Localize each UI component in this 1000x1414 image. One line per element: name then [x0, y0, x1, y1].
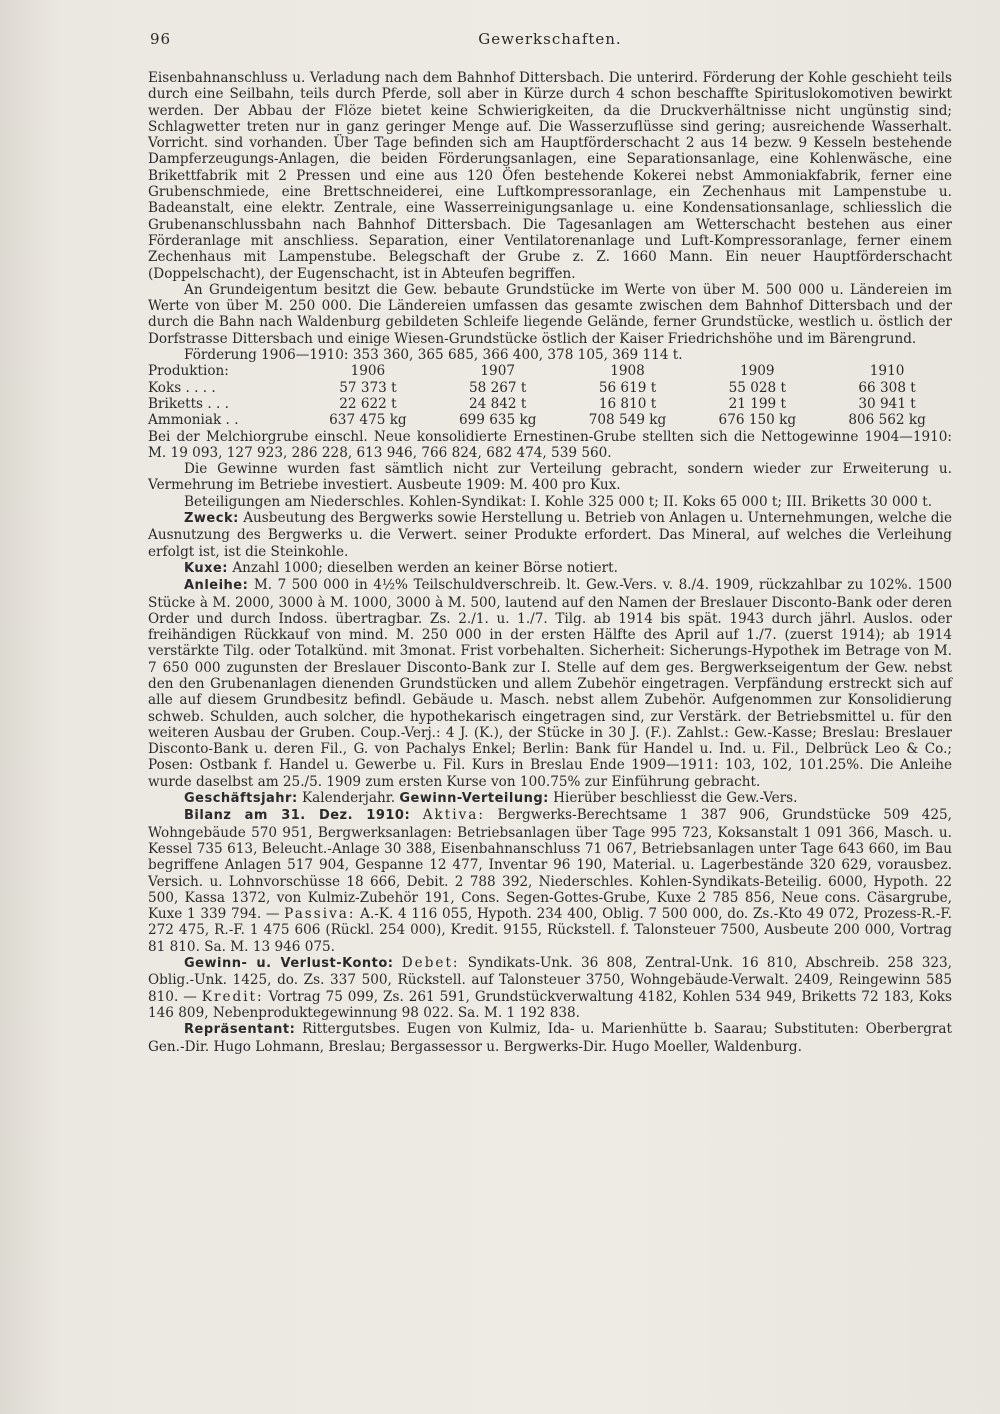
table-cell: 16 810 t [598, 395, 657, 412]
passiva-label: Passiva: [284, 906, 356, 923]
year-header: 1906 [350, 363, 386, 380]
zweck-text: Ausbeutung des Bergwerks sowie Herstellung u. Betrieb von Anlagen u. Unternehmungen, welche die Ausnutzung des Bergwerks u. die Verwert. seiner Produkte erfordert. Das Mineral, auf welches die Verleihung erfolgt ist, ist die Steinkohle. [148, 510, 952, 560]
row-label: Briketts . . . [148, 395, 229, 412]
table-cell: 24 842 t [469, 395, 527, 412]
section-guv [148, 955, 952, 1021]
paragraph-gewinne: Die Gewinne wurden fast sämtlich nicht zur Verteilung gebracht, sondern wieder zur Erweiterung u. Vermehrung im Betriebe investiert. Ausbeute 1909: M. 400 pro Kux. [148, 461, 952, 494]
production-row-koks [148, 380, 952, 396]
table-cell: 806 562 kg [848, 412, 926, 429]
production-row-ammoniak [148, 412, 952, 428]
zweck-label: Zweck: [184, 511, 239, 527]
section-geschaeftsjahr [148, 790, 952, 807]
table-cell: 30 941 t [858, 395, 916, 412]
paragraph-foerderung: Förderung 1906—1910: 353 360, 365 685, 366 400, 378 105, 369 114 t. [184, 347, 683, 364]
page-header [150, 30, 950, 54]
section-repraesentant [148, 1021, 952, 1055]
running-title: Gewerkschaften. [478, 30, 622, 48]
kredit-text: Vortrag 75 099, Zs. 261 591, Grundstückverwaltung 4182, Kohlen 534 949, Briketts 72 183, Koks 146 809, Nebenproduktegewinnung 98 022. Sa. M. 1 192 838. [148, 988, 952, 1021]
aktiva-text: Bergwerks-Berechtsame 1 387 906, Grundstücke 509 425, Wohngebäude 570 951, Bergwerksanlagen: Betriebsanlagen über Tage 995 723, Koksanstalt 1 091 366, Masch. u. Kessel 735 613, Beleucht.-Anlage 30 388, Eisenbahnanschluss 71 067, Betriebsanlagen unter Tage 643 660, im Bau begriffene Anlagen 517 904, Gespanne 12 477, Inventar 96 190, Material. u. Lagerbestände 320 629, vorausbez. Versich. u. Lohnvorschüsse 18 666, Debit. 2 788 392, Niederschles. Kohlen-Syndikats-Beteilig. 6000, Hypoth. 22 500, Kassa 1372, von Kulmiz-Zubehör 191, Cons. Segen-Gottes-Grube, Kuxe 2 785 856, Neue cons. Cäsargrube, Kuxe 1 339 794. — [148, 807, 952, 923]
debet-text: Syndikats-Unk. 36 808, Zentral-Unk. 16 810, Abschreib. 258 323, Oblig.-Unk. 1425, do. Zs. 337 500, Rückstell. auf Talonsteuer 3750, Wohngebäude-Verwalt. 2409, Reingewinn 585 810. — [148, 955, 952, 1005]
paragraph-property: An Grundeigentum besitzt die Gew. bebaute Grundstücke im Werte von über M. 500 000 u. Ländereien im Werte von über M. 250 000. Die Ländereien umfassen das gesamte zwischen dem Bahnhof Dittersbach und der durch die Bahn nach Waldenburg gebildeten Schleife liegende Gelände, ferner Grundstücke, westlich u. östlich der Dorfstrasse Dittersbach und einige Wiesen-Grundstücke östlich der Kaiser Friedrichshöhe und im Bärengrund. [148, 281, 952, 347]
table-cell: 57 373 t [339, 379, 397, 396]
kuxe-label: Kuxe: [184, 560, 229, 576]
debet-label: Debet: [401, 955, 460, 972]
geschaeftsjahr-text: Kalenderjahr. [302, 790, 396, 807]
section-bilanz [148, 807, 952, 955]
table-cell: 55 028 t [728, 379, 786, 396]
table-cell: 66 308 t [858, 379, 916, 396]
bilanz-label: Bilanz am 31. Dez. 1910: [184, 808, 411, 824]
anleihe-text: M. 7 500 000 in 4½% Teilschuldverschreib. lt. Gew.-Vers. v. 8./4. 1909, rückzahlbar zu 102%. 1500 Stücke à M. 2000, 3000 à M. 1000, 3000 à M. 500, lautend auf den Namen der Breslauer Disconto-Bank oder deren Order und durch Indoss. übertragbar. Zs. 2./1. u. 1./7. Tilg. ab 1914 bis spät. 1943 durch jährl. Auslos. oder freihändigen Rückkauf von mind. M. 250 000 in der ersten Hälfte des April auf 1./7. (zuerst 1914); ab 1914 verstärkte Tilg. oder Totalkünd. mit 3monat. Frist vorbehalten. Sicherheit: Sicherungs-Hypothek im Betrage von M. 7 650 000 zugunsten der Breslauer Disconto-Bank zur I. Stelle auf dem ges. Bergwerkseigentum der Gew. nebst den den Grubenanlagen dienenden Grundstücken und allem Zubehör eingetragen. Verpfändung erstreckt sich auf alle auf diesem Grundbesitz befindl. Gebäude u. Masch. nebst allem Zubehör. Aufgenommen zur Konsolidierung schweb. Schulden, auch solcher, die hypothekarisch eingetragen sind, zur Verstärk. der Betriebsmittel u. für den weiteren Ausbau der Gruben. Coup.-Verj.: 4 J. (K.), der Stücke in 30 J. (F.). Zahlst.: Gew.-Kasse; Breslau: Breslauer Disconto-Bank u. deren Fil., G. von Pachalys Enkel; Berlin: Bank für Handel u. Ind. u. Fil., Delbrück Leo & Co.; Posen: Ostbank f. Handel u. Gewerbe u. Fil. Kurs in Breslau Ende 1909—1911: 103, 102, 101.25%. Die Anleihe wurde daselbst am 25./5. 1909 zum ersten Kurse von 100.75% zur Einführung gebracht. [148, 577, 952, 790]
year-header: 1910 [869, 363, 905, 380]
geschaeftsjahr-label: Geschäftsjahr: [184, 791, 298, 807]
production-row-briketts [148, 396, 952, 412]
table-cell: 58 267 t [469, 379, 527, 396]
section-anleihe [148, 577, 952, 790]
paragraph-beteiligungen: Beteiligungen am Niederschles. Kohlen-Syndikat: I. Kohle 325 000 t; II. Koks 65 000 t; III. Briketts 30 000 t. [184, 493, 933, 510]
table-cell: 56 619 t [598, 379, 657, 396]
table-cell: 708 549 kg [588, 412, 667, 429]
passiva-text: A.-K. 4 116 055, Hypoth. 234 400, Oblig. 7 500 000, do. Zs.-Kto 49 072, Prozess-R.-F. 272 475, R.-F. 1 475 606 (Rückl. 254 000), Kredit. 9155, Rückstell. f. Talonsteuer 7500, Ausbeute 200 000, Vortrag 81 810. Sa. M. 13 946 075. [148, 906, 952, 955]
year-header: 1907 [480, 363, 515, 380]
gewinn-verteilung-label: Gewinn-Verteilung: [399, 791, 549, 807]
table-cell: 676 150 kg [718, 412, 797, 429]
section-kuxe [148, 560, 952, 577]
paragraph-facilities: Eisenbahnanschluss u. Verladung nach dem Bahnhof Dittersbach. Die unterird. Förderung der Kohle geschieht teils durch eine Seilbahn, teils durch Pferde, soll aber in Kürze durch 4 schon beschaffte Spirituslokomotiven bewirkt werden. Der Abbau der Flöze bietet keine Schwierigkeiten, da die Druckverhältnisse nicht ungünstig sind; Schlagwetter treten nur in ganz geringer Menge auf. Die Wasserzuflüsse sind gering; ausreichende Wasserhalt. Vorricht. sind vorhanden. Über Tage befinden sich am Hauptförderschacht 2 aus 14 bezw. 9 Kesseln bestehende Dampferzeugungs-Anlagen, die beiden Förderungsanlagen, eine Separationsanlage, eine Kohlenwäsche, eine Brikettfabrik mit 2 Pressen und eine aus 120 Öfen bestehende Kokerei nebst Ammoniakfabrik, ferner eine Grubenschmiede, eine Brettschneiderei, eine Luftkompressoranlage, ein Zechenhaus mit Lampenstube u. Badeanstalt, eine elektr. Zentrale, eine Wasserreinigungsanlage u. eine Kondensationsanlage, schliesslich die Grubenanschlussbahn nach Bahnhof Dittersbach. Die Tagesanlagen am Wetterschacht bestehen aus einer Förderanlage mit anschliess. Separation, einer Ventilatorenanlage und Luft-Kompressoranlage, ferner einem Zechenhaus mit Lampenstube. Belegschaft der Grube z. Z. 1660 Mann. Ein neuer Hauptförderschacht (Doppelschacht), der Eugenschacht, ist in Abteufen begriffen. [148, 70, 952, 282]
repraesentant-label: Repräsentant: [184, 1022, 296, 1038]
year-header: 1909 [739, 363, 775, 380]
guv-label: Gewinn- u. Verlust-Konto: [184, 956, 394, 972]
section-zweck [148, 510, 952, 560]
table-cell: 637 475 kg [329, 412, 407, 429]
gewinn-verteilung-text: Hierüber beschliesst die Gew.-Vers. [553, 790, 798, 807]
paragraph-nettogewinne: Bei der Melchiorgrube einschl. Neue konsolidierte Ernestinen-Grube stellten sich die Nettogewinne 1904—1910: M. 19 093, 127 923, 286 228, 613 946, 766 824, 682 474, 539 560. [148, 428, 952, 461]
kredit-label: Kredit: [201, 988, 264, 1005]
production-table [148, 363, 952, 428]
row-label: Koks . . . . [148, 379, 216, 396]
page-number: 96 [150, 30, 172, 48]
table-cell: 22 622 t [339, 395, 397, 412]
table-cell: 21 199 t [728, 395, 786, 412]
production-label: Produktion: [148, 363, 229, 380]
row-label: Ammoniak . . [148, 412, 239, 429]
year-header: 1908 [610, 363, 645, 380]
anleihe-label: Anleihe: [184, 578, 249, 594]
page-body [148, 70, 952, 1055]
kuxe-text: Anzahl 1000; dieselben werden an keiner Börse notiert. [232, 559, 618, 576]
table-cell: 699 635 kg [458, 412, 537, 429]
production-header-row [148, 363, 952, 379]
aktiva-label: Aktiva: [422, 807, 485, 824]
repraesentant-text: Rittergutsbes. Eugen von Kulmiz, Ida- u. Marienhütte b. Saarau; Substituten: Oberbergrat Gen.-Dir. Hugo Lohmann, Breslau; Bergassessor u. Bergwerks-Dir. Hugo Moeller, Waldenburg. [148, 1021, 952, 1055]
